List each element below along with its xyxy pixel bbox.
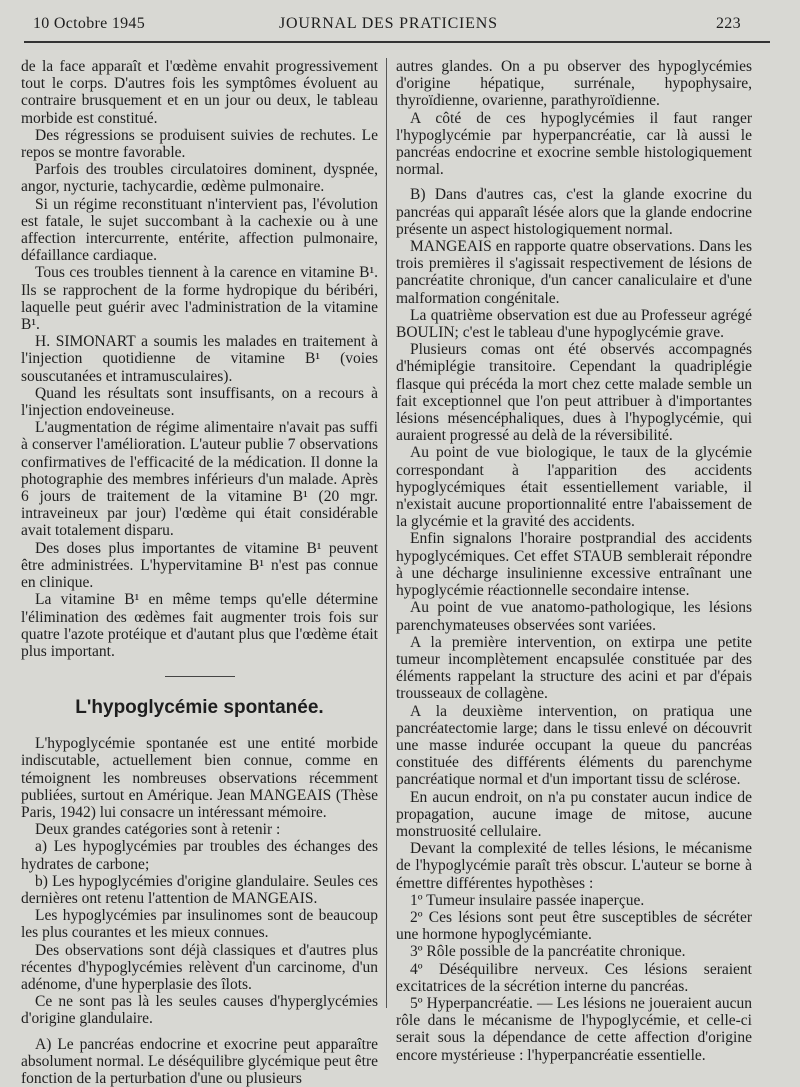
paragraph: H. SIMONART a soumis les malades en traitement à l'injection quotidienne de vitamine B¹ (voies souscutanées et intramusculaires). bbox=[21, 333, 378, 385]
section-title: L'hypoglycémie spontanée. bbox=[75, 697, 324, 719]
paragraph: Deux grandes catégories sont à retenir : bbox=[35, 821, 281, 839]
paragraph: A) Le pancréas endocrine et exocrine peut apparaître absolument normal. Le déséquilibre glycémique peut être fonction de la perturbation d'une ou plusieurs bbox=[21, 1035, 378, 1087]
paragraph: Parfois des troubles circulatoires dominent, dyspnée, angor, nycturie, tachycardie, œdème pulmonaire. bbox=[21, 161, 378, 196]
paragraph: Plusieurs comas ont été observés accompagnés d'hémiplégie transitoire. Cependant la quadriplégie flasque qui précéda la mort chez cette malade semble un fait exceptionnel que l'on peut attribuer à d'importantes lésions mésencéphaliques, dues à l'hypoglycémie, qui auraient progressé au delà de la réversibilité. bbox=[396, 341, 752, 445]
paragraph: A la deuxième intervention, on pratiqua une pancréatectomie large; dans le tissu enlevé on découvrit une masse indurée occupant la queue du pancréas constituée des différents éléments du parenchyme pancréatique normal et d'un important tissu de sclérose. bbox=[396, 702, 752, 789]
paragraph: 5º Hyperpancréatie. — Les lésions ne joueraient aucun rôle dans le mécanisme de l'hypoglycémie, et celle-ci serait sous la dépendance de cette affection d'origine encore mystérieuse : l'hyperpancréatie essentielle. bbox=[396, 994, 752, 1064]
paragraph: B) Dans d'autres cas, c'est la glande exocrine du pancréas qui apparaît lésée alors que la glande endocrine présente un aspect histologiquement normal. bbox=[396, 186, 752, 238]
paragraph: de la face apparaît et l'œdème envahit progressivement tout le corps. D'autres fois les symptômes évoluent au contraire brusquement et en un jour ou deux, le tableau morbide est constitué. bbox=[21, 58, 378, 127]
paragraph: Des régressions se produisent suivies de rechutes. Le repos se montre favorable. bbox=[21, 126, 378, 162]
paragraph: 1º Tumeur insulaire passée inaperçue. bbox=[410, 891, 645, 909]
paragraph: L'augmentation de régime alimentaire n'avait pas suffi à conserver l'amélioration. L'auteur publie 7 observations confirmatives de l'efficacité de la médication. Il donne la photographie des membres inférieurs d'un malade. Après 6 jours de traitement de la vitamine B¹ (20 mgr. intraveineux par jour) l'œdème qui était considérable avait totalement disparu. bbox=[21, 419, 378, 540]
paragraph: La vitamine B¹ en même temps qu'elle détermine l'élimination des œdèmes fait augmenter trois fois sur quatre l'azote protéique et d'autant plus que l'œdème était plus important. bbox=[21, 591, 378, 660]
paragraph: b) Les hypoglycémies d'origine glandulaire. Seules ces dernières ont retenu l'attention de MANGEAIS. bbox=[21, 872, 378, 907]
paragraph: Des observations sont déjà classiques et d'autres plus récentes d'hypoglycémies relèvent d'un carcinome, d'un adénome, d'une hyperplasie des îlots. bbox=[21, 941, 378, 993]
paragraph: A la première intervention, on extirpa une petite tumeur incomplètement encapsulée constituée par des éléments rappelant la structure des acini et par d'épais trousseaux de collagène. bbox=[396, 633, 752, 703]
paragraph: L'hypoglycémie spontanée est une entité morbide indiscutable, actuellement bien connue, comme en témoignent les nombreuses observations récemment publiées, surtout en Amérique. Jean MANGEAIS (Thèse Paris, 1942) lui consacre un intéressant mémoire. bbox=[21, 735, 378, 821]
paragraph: 3º Rôle possible de la pancréatite chronique. bbox=[410, 943, 686, 961]
paragraph: La quatrième observation est due au Professeur agrégé BOULIN; c'est le tableau d'une hypoglycémie grave. bbox=[396, 306, 752, 342]
paragraph: En aucun endroit, on n'a pu constater aucun indice de propagation, aucune image de mitose, aucune monstruosité cellulaire. bbox=[396, 788, 752, 840]
paragraph: MANGEAIS en rapporte quatre observations. Dans les trois premières il s'agissait respectivement de lésions de pancréatite chronique, d'un cancer canaliculaire et d'une malformation congénitale. bbox=[396, 238, 752, 307]
paragraph: a) Les hypoglycémies par troubles des échanges des hydrates de carbone; bbox=[21, 838, 378, 873]
left-column bbox=[21, 58, 378, 1087]
paragraph: Au point de vue biologique, le taux de la glycémie correspondant à l'apparition des accidents hypoglycémiques était essentiellement variable, il n'existait aucune proportionnalité entre l'abaissement de la glycémie et la gravité des accidents. bbox=[396, 444, 752, 531]
header-journal-title: JOURNAL DES PRATICIENS bbox=[279, 15, 498, 32]
right-column bbox=[396, 58, 752, 1064]
paragraph: Ce ne sont pas là les seules causes d'hyperglycémies d'origine glandulaire. bbox=[21, 993, 378, 1028]
paragraph: 2º Ces lésions sont peut être susceptibles de sécréter une hormone hypoglycémiante. bbox=[396, 908, 752, 944]
column-divider bbox=[386, 58, 387, 1008]
header-date: 10 Octobre 1945 bbox=[33, 15, 146, 32]
paragraph: 4º Déséquilibre nerveux. Ces lésions seraient excitatrices de la sécrétion interne du pancréas. bbox=[396, 960, 752, 995]
paragraph: Les hypoglycémies par insulinomes sont de beaucoup les plus courantes et les mieux connues. bbox=[21, 907, 378, 942]
header-page-number: 223 bbox=[716, 15, 741, 32]
paragraph: Des doses plus importantes de vitamine B¹ peuvent être administrées. L'hypervitamine B¹ n'est pas connue en clinique. bbox=[21, 539, 378, 592]
paragraph: Devant la complexité de telles lésions, le mécanisme de l'hypoglycémie paraît très obscur. L'auteur se borne à émettre différentes hypothèses : bbox=[396, 840, 752, 892]
paragraph: Enfin signalons l'horaire postprandial des accidents hypoglycémiques. Cet effet STAUB semblerait répondre à une décharge insulinienne excessive entraînant une hypoglycémie réactionnelle secondaire intense. bbox=[396, 530, 752, 600]
paragraph: autres glandes. On a pu observer des hypoglycémies d'origine hépatique, surrénale, hypophysaire, thyroïdienne, ovarienne, parathyroïdienne. bbox=[396, 58, 752, 110]
paragraph: Au point de vue anatomo-pathologique, les lésions parenchymateuses observées sont variées. bbox=[396, 599, 752, 634]
paragraph: Si un régime reconstituant n'intervient pas, l'évolution est fatale, le sujet succombant à la cachexie ou à une affection intercurrente, entérite, affection pulmonaire, défaillance cardiaque. bbox=[21, 195, 378, 265]
paragraph: Quand les résultats sont insuffisants, on a recours à l'injection endoveineuse. bbox=[21, 384, 378, 420]
page-header bbox=[0, 15, 800, 39]
section-separator bbox=[165, 676, 235, 677]
paragraph: Tous ces troubles tiennent à la carence en vitamine B¹. Ils se rapprochent de la forme hydropique du béribéri, laquelle peut guérir avec l'administration de la vitamine B¹. bbox=[21, 264, 378, 334]
header-rule bbox=[24, 41, 770, 43]
paragraph: A côté de ces hypoglycémies il faut ranger l'hypoglycémie par hyperpancréatie, car là aussi le pancréas endocrine et exocrine semble histologiquement normal. bbox=[396, 109, 752, 179]
